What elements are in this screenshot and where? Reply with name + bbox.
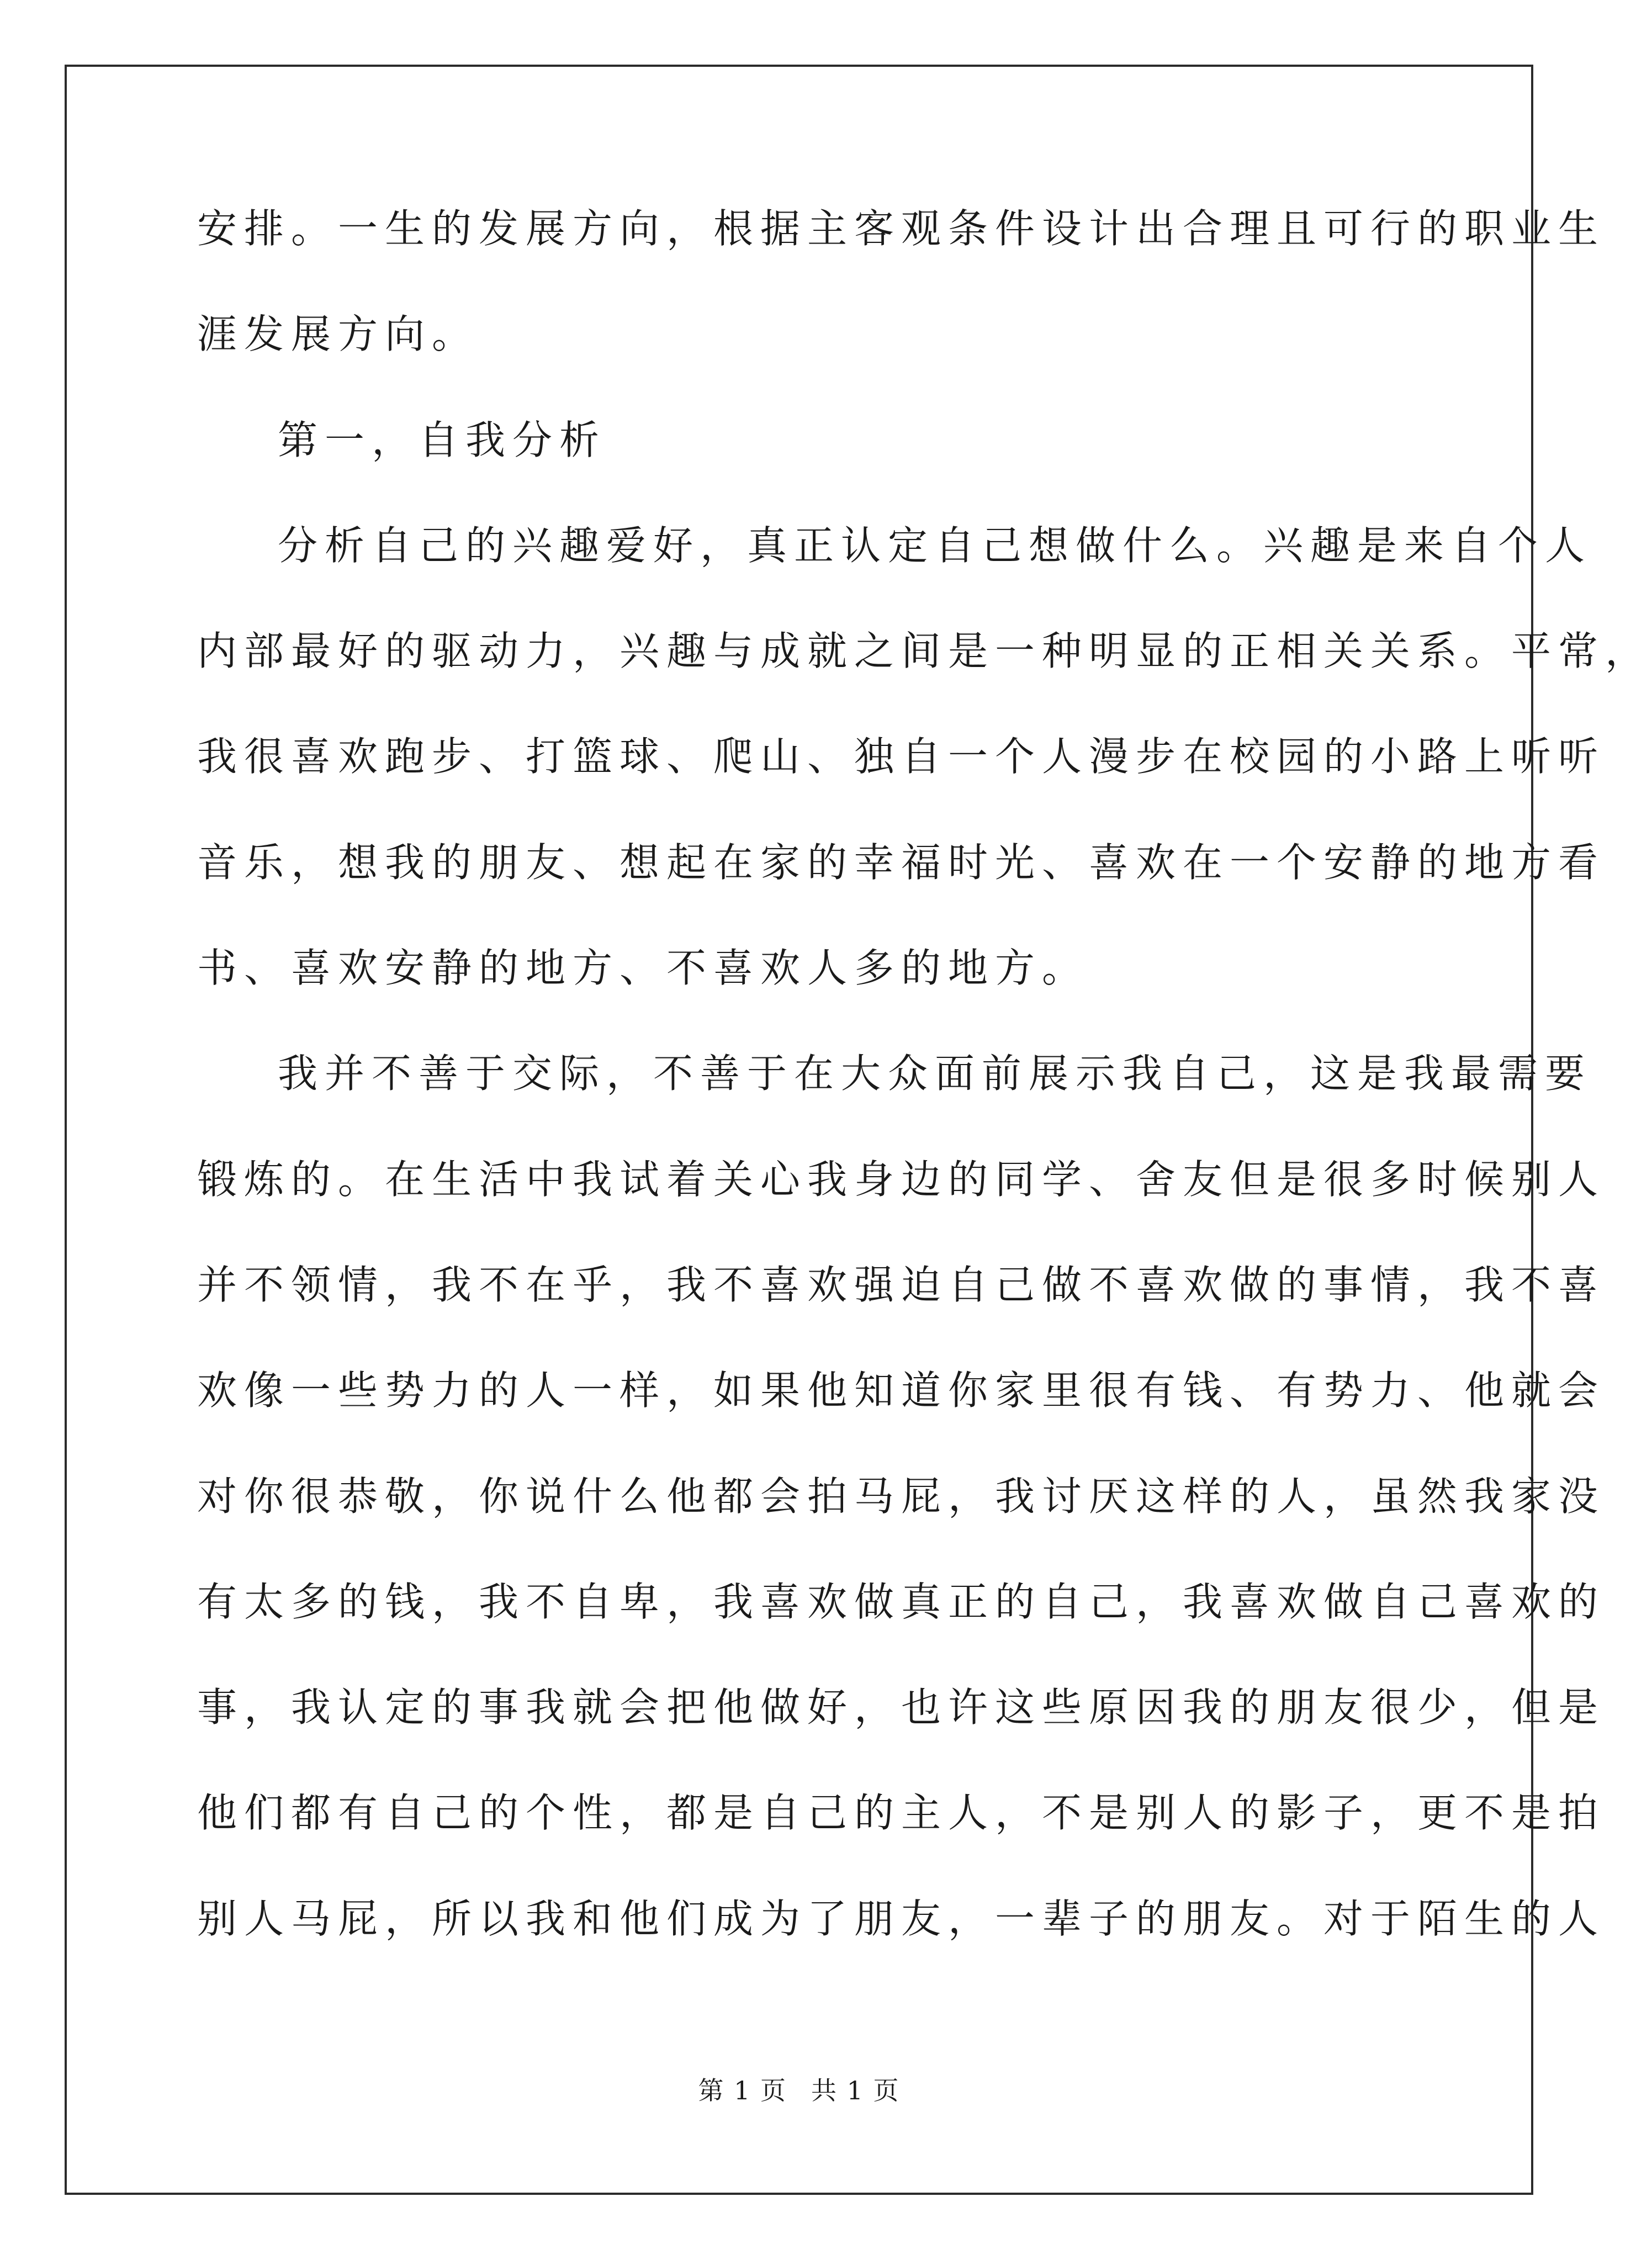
text-line: 别人马屁，所以我和他们成为了朋友，一辈子的朋友。对于陌生的人 <box>197 1895 1606 1942</box>
text-line: 有太多的钱，我不自卑，我喜欢做真正的自己，我喜欢做自己喜欢的 <box>197 1578 1606 1625</box>
section-heading-self-analysis <box>197 416 1406 526</box>
text-line: 书、喜欢安静的地方、不喜欢人多的地方。 <box>197 945 1089 992</box>
paragraph-intro-continuation <box>197 205 1606 420</box>
text-line: 对你很恭敬，你说什么他都会拍马屁，我讨厌这样的人，虽然我家没 <box>197 1473 1606 1520</box>
text-line: 并不领情，我不在乎，我不喜欢强迫自己做不喜欢做的事情，我不喜 <box>197 1261 1606 1308</box>
text-line: 欢像一些势力的人一样，如果他知道你家里很有钱、有势力、他就会 <box>197 1367 1606 1414</box>
document-body <box>197 205 1652 2004</box>
text-line: 锻炼的。在生活中我试着关心我身边的同学、舍友但是很多时候别人 <box>197 1156 1606 1203</box>
paragraph-interests <box>197 522 1652 1054</box>
text-line: 我并不善于交际，不善于在大众面前展示我自己，这是我最需要 <box>278 1050 1592 1097</box>
text-line: 事，我认定的事我就会把他做好，也许这些原因我的朋友很少，但是 <box>197 1684 1606 1731</box>
section-heading: 第一，自我分析 <box>278 416 607 463</box>
page-number-current: 第 1 页 <box>698 2076 787 2105</box>
text-line: 他们都有自己的个性，都是自己的主人，不是别人的影子，更不是拍 <box>197 1790 1606 1836</box>
text-line: 分析自己的兴趣爱好，真正认定自己想做什么。兴趣是来自个人 <box>278 522 1592 569</box>
paragraph-personality <box>197 1050 1606 2004</box>
text-line: 安排。一生的发展方向，根据主客观条件设计出合理且可行的职业生 <box>197 205 1606 252</box>
text-line: 涯发展方向。 <box>197 311 479 358</box>
page-footer <box>0 2071 1598 2107</box>
text-line: 我很喜欢跑步、打篮球、爬山、独自一个人漫步在校园的小路上听听 <box>197 733 1606 780</box>
text-line: 内部最好的驱动力，兴趣与成就之间是一种明显的正相关关系。平常， <box>197 628 1652 675</box>
text-line: 音乐，想我的朋友、想起在家的幸福时光、喜欢在一个安静的地方看 <box>197 839 1606 886</box>
page-number-total: 共 1 页 <box>811 2076 900 2105</box>
